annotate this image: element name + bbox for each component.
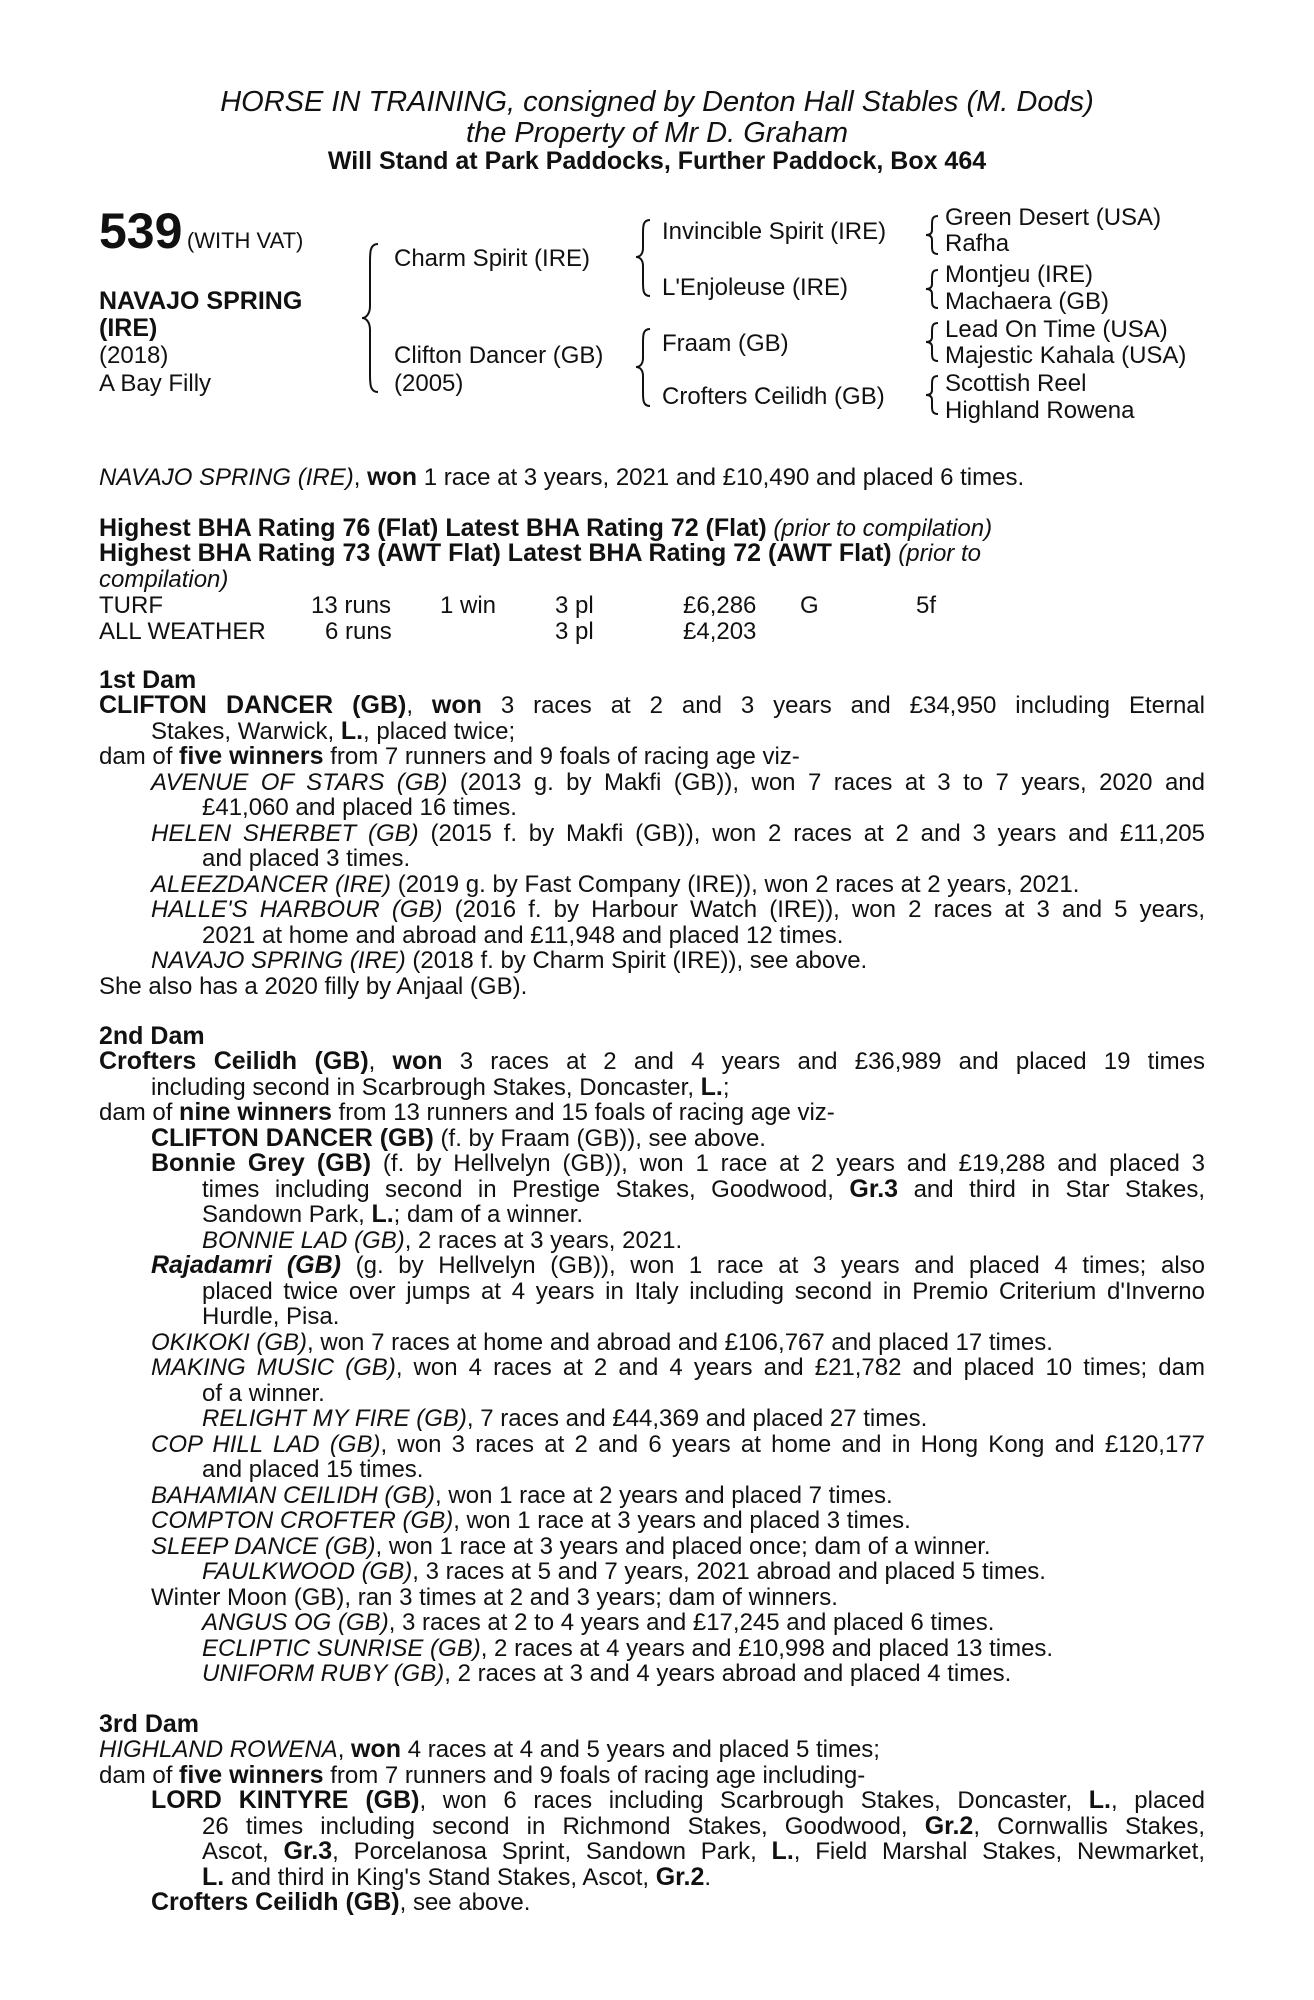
dam2-rajadamri-cont: placed twice over jumps at 4 years in Italy including second in Premio Criterium d'Inverno — [202, 1278, 1205, 1305]
rating-awt-text: Highest BHA Rating 73 (AWT Flat) Latest BHA Rating 72 (AWT Flat) — [99, 539, 892, 567]
dam1-produce-summary: dam of five winners from 7 runners and 9 foals of racing age viz- — [99, 742, 800, 770]
record-turf-surface: TURF — [99, 592, 163, 619]
dam2-produce-summary: dam of nine winners from 13 runners and 15 foals of racing age viz- — [99, 1098, 835, 1126]
dam2-line1: Crofters Ceilidh (GB), won 3 races at 2 and 4 years and £36,989 and placed 19 times — [99, 1047, 1205, 1075]
dam1-avenue: AVENUE OF STARS (GB) (2013 g. by Makfi (GB)), won 7 races at 3 to 7 years, 2020 and — [151, 769, 1205, 796]
dam2-compton: COMPTON CROFTER (GB), won 1 race at 3 years and placed 3 times. — [151, 1507, 911, 1534]
dam1-line1: CLIFTON DANCER (GB), won 3 races at 2 and 3 years and £34,950 including Eternal — [99, 691, 1205, 719]
dam2-bonnie: Bonnie Grey (GB) (f. by Hellvelyn (GB)), won 1 race at 2 years and £19,288 and placed 3 — [151, 1149, 1205, 1177]
dam2-rajadamri: Rajadamri (GB) (g. by Hellvelyn (GB)), won 1 race at 3 years and placed 4 times; also — [151, 1251, 1206, 1279]
pedigree-dam-year: (2005) — [394, 370, 464, 397]
record-aw-placed: 3 pl — [555, 618, 594, 645]
dam2-ecliptic: ECLIPTIC SUNRISE (GB), 2 races at 4 years and £10,998 and placed 13 times. — [202, 1635, 1054, 1662]
record-turf-wins: 1 win — [440, 592, 497, 619]
dam2-sleep: SLEEP DANCE (GB), won 1 race at 3 years and placed once; dam of a winner. — [151, 1533, 991, 1560]
dam1-halle-cont: 2021 at home and abroad and £11,948 and placed 12 times. — [202, 922, 844, 949]
dam1-line2: Stakes, Warwick, L., placed twice; — [151, 717, 516, 745]
dam3-lord-cont: 26 times including second in Richmond Stakes, Goodwood, Gr.2, Cornwallis Stakes, — [202, 1812, 1205, 1840]
pedigree-ddd: Highland Rowena — [945, 397, 1135, 424]
pedigree-sire-dam: L'Enjoleuse (IRE) — [662, 274, 848, 301]
record-aw-surface: ALL WEATHER — [99, 618, 266, 645]
record-turf-placed: 3 pl — [555, 592, 594, 619]
brace-ss — [926, 216, 938, 254]
dam1-aleez: ALEEZDANCER (IRE) (2019 g. by Fast Company (IRE)), won 2 races at 2 years, 2021. — [151, 871, 1080, 898]
record-turf-runs: 13 runs — [311, 592, 392, 619]
dam2-bonnie-cont: times including second in Prestige Stakes, Goodwood, Gr.3 and third in Star Stakes, — [202, 1175, 1205, 1203]
brace-dd — [926, 376, 938, 414]
race-summary: NAVAJO SPRING (IRE), won 1 race at 3 years, 2021 and £10,490 and placed 6 times. — [99, 463, 1025, 491]
pedigree-sire: Charm Spirit (IRE) — [394, 245, 591, 272]
rating-awt-note: (prior to — [898, 540, 981, 567]
brace-sire — [636, 220, 650, 296]
dam1-won: won — [431, 691, 482, 719]
dam3-crofters: Crofters Ceilidh (GB), see above. — [151, 1888, 531, 1916]
dam2-clifton: CLIFTON DANCER (GB) (f. by Fraam (GB)), see above. — [151, 1124, 766, 1152]
dam3-produce-summary: dam of five winners from 7 runners and 9 foals of racing age including- — [99, 1761, 866, 1789]
dam1-navajo: NAVAJO SPRING (IRE) (2018 f. by Charm Spirit (IRE)), see above. — [151, 947, 868, 974]
pedigree-sire-sire: Invincible Spirit (IRE) — [662, 218, 887, 245]
dam2-winter: Winter Moon (GB), ran 3 times at 2 and 3 years; dam of winners. — [151, 1584, 838, 1611]
dam2-making-cont: of a winner. — [202, 1380, 325, 1407]
pedigree-sss: Green Desert (USA) — [945, 204, 1162, 231]
dam1-avenue-cont: £41,060 and placed 16 times. — [202, 794, 517, 821]
header-property: the Property of Mr D. Graham — [466, 117, 848, 149]
dam1-also: She also has a 2020 filly by Anjaal (GB). — [99, 973, 528, 1000]
dam2-rajadamri-cont2: Hurdle, Pisa. — [202, 1303, 340, 1330]
pedigree-dds: Scottish Reel — [945, 370, 1087, 397]
dam2-heading: 2nd Dam — [99, 1022, 205, 1050]
brace-main — [362, 244, 378, 392]
record-turf-prize: £6,286 — [683, 592, 757, 619]
dam3-lord-cont3: L. and third in King's Stand Stakes, Ascot, Gr.2. — [202, 1863, 712, 1891]
dam2-cophill-cont: and placed 15 times. — [202, 1456, 424, 1483]
rating-line-flat — [99, 516, 992, 542]
dam2-relight: RELIGHT MY FIRE (GB), 7 races and £44,369 and placed 27 times. — [202, 1405, 928, 1432]
dam2-angus: ANGUS OG (GB), 3 races at 2 to 4 years and £17,245 and placed 6 times. — [202, 1609, 995, 1636]
dam1-halle: HALLE'S HARBOUR (GB) (2016 f. by Harbour Watch (IRE)), won 2 races at 3 and 5 years, — [151, 896, 1206, 923]
horse-name: NAVAJO SPRING — [99, 287, 303, 315]
record-turf-going: G — [800, 592, 819, 619]
dam2-uniform: UNIFORM RUBY (GB), 2 races at 3 and 4 years abroad and placed 4 times. — [202, 1660, 1012, 1687]
dam3-heading: 3rd Dam — [99, 1710, 200, 1738]
dam2-line2: including second in Scarbrough Stakes, Doncaster, L.; — [151, 1073, 730, 1101]
pedigree-sds: Montjeu (IRE) — [945, 261, 1094, 288]
rating-line-awt — [99, 541, 981, 567]
dam1-heading: 1st Dam — [99, 666, 197, 694]
record-aw-prize: £4,203 — [683, 618, 757, 645]
dam1-helen-cont: and placed 3 times. — [202, 845, 411, 872]
dam2-faulkwood: FAULKWOOD (GB), 3 races at 5 and 7 years, 2021 abroad and placed 5 times. — [202, 1558, 1046, 1585]
pedigree-dam: Clifton Dancer (GB) — [394, 342, 604, 369]
dam2-bonnie-cont2: Sandown Park, L.; dam of a winner. — [202, 1200, 584, 1228]
rating-awt-note-cont: compilation) — [99, 566, 229, 593]
dam2-bonnielad: BONNIE LAD (GB), 2 races at 3 years, 2021. — [202, 1227, 683, 1254]
summary-won: won — [367, 463, 418, 491]
brace-sd — [926, 270, 938, 308]
vat-label: (WITH VAT) — [186, 228, 304, 253]
rating-flat-note: (prior to compilation) — [773, 515, 993, 542]
dam2-cophill: COP HILL LAD (GB), won 3 races at 2 and 6 years at home and in Hong Kong and £120,177 — [151, 1431, 1206, 1458]
dam2-okikoki: OKIKOKI (GB), won 7 races at home and abroad and £106,767 and placed 17 times. — [151, 1329, 1053, 1356]
rating-flat-text: Highest BHA Rating 76 (Flat) Latest BHA Rating 72 (Flat) — [99, 514, 767, 542]
summary-horse-name: NAVAJO SPRING (IRE) — [99, 464, 354, 491]
brace-dam — [636, 329, 650, 406]
dam1-name: CLIFTON DANCER (GB) — [99, 691, 407, 719]
dam2-making: MAKING MUSIC (GB), won 4 races at 2 and 4 years and £21,782 and placed 10 times; dam — [151, 1354, 1205, 1381]
lot-number: 539 — [99, 203, 183, 259]
pedigree-dss: Lead On Time (USA) — [945, 316, 1168, 343]
pedigree-ssd: Rafha — [945, 230, 1010, 257]
header-consignor: HORSE IN TRAINING, consigned by Denton Hall Stables (M. Dods) — [220, 86, 1094, 118]
record-turf-distance: 5f — [916, 592, 937, 619]
dam1-record: 3 races at 2 and 3 years and £34,950 including Eternal — [481, 692, 1205, 719]
brace-ds — [926, 323, 938, 361]
summary-text: 1 race at 3 years, 2021 and £10,490 and placed 6 times. — [417, 464, 1025, 491]
header-location: Will Stand at Park Paddocks, Further Paddock, Box 464 — [327, 147, 987, 175]
dam2-bahamian: BAHAMIAN CEILIDH (GB), won 1 race at 2 years and placed 7 times. — [151, 1482, 893, 1509]
dam1-helen: HELEN SHERBET (GB) (2015 f. by Makfi (GB)), won 2 races at 2 and 3 years and £11,205 — [151, 820, 1205, 847]
horse-description: A Bay Filly — [99, 370, 212, 397]
dam3-lord: LORD KINTYRE (GB), won 6 races including Scarbrough Stakes, Doncaster, L., placed — [151, 1786, 1205, 1814]
pedigree-dam-sire: Fraam (GB) — [662, 330, 789, 357]
dam3-lord-cont2: Ascot, Gr.3, Porcelanosa Sprint, Sandown Park, L., Field Marshal Stakes, Newmarket, — [202, 1837, 1205, 1865]
pedigree-sdd: Machaera (GB) — [945, 288, 1110, 315]
pedigree-dsd: Majestic Kahala (USA) — [945, 342, 1187, 369]
pedigree-dam-dam: Crofters Ceilidh (GB) — [662, 383, 885, 410]
record-aw-runs: 6 runs — [325, 618, 392, 645]
horse-country: (IRE) — [99, 314, 158, 342]
dam3-line1: HIGHLAND ROWENA, won 4 races at 4 and 5 years and placed 5 times; — [99, 1735, 880, 1763]
horse-year: (2018) — [99, 342, 169, 369]
